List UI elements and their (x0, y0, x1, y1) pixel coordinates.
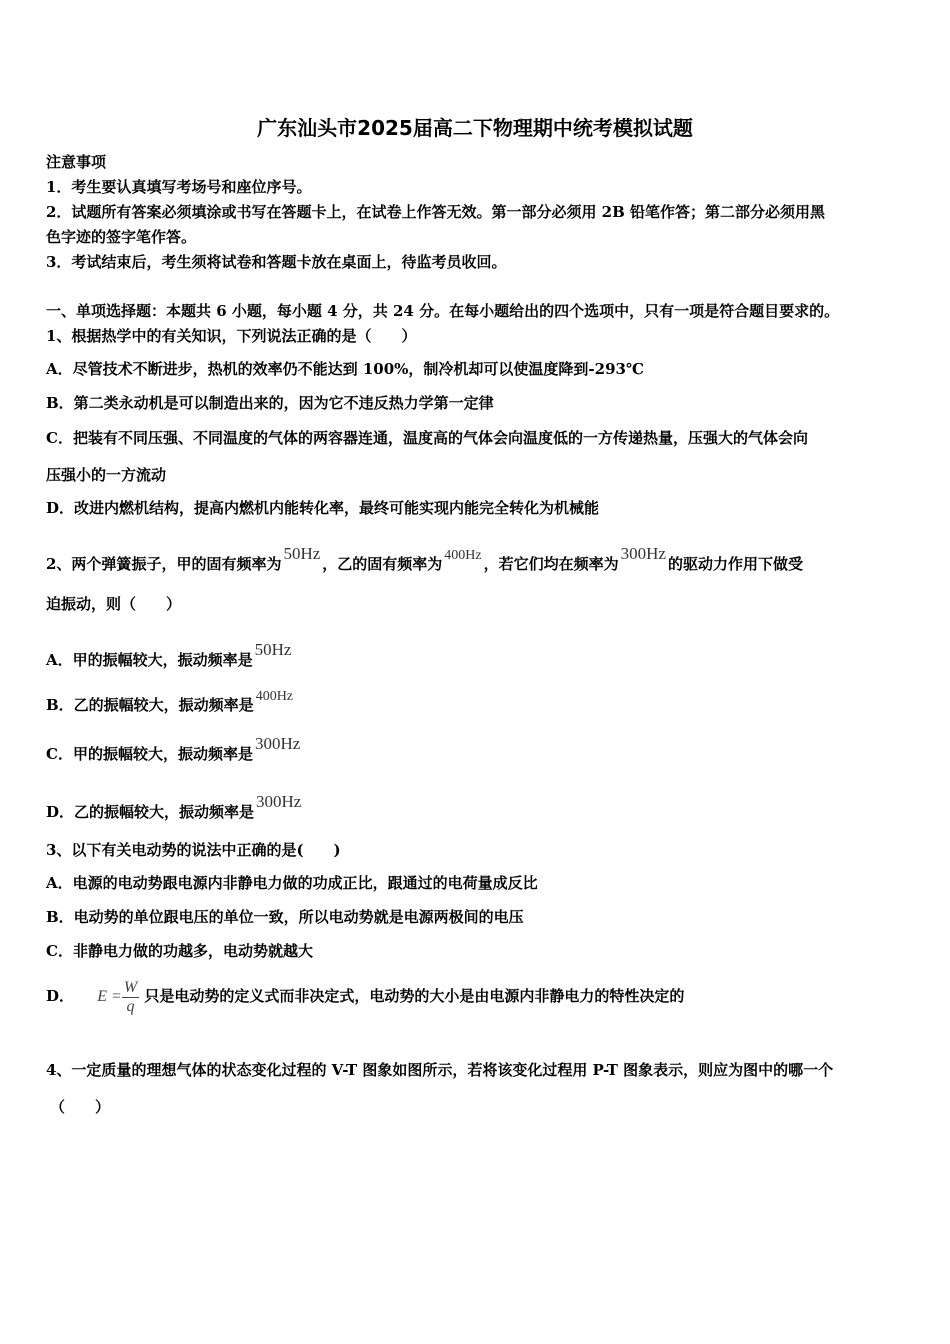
q2-stem-text: 2、两个弹簧振子，甲的固有频率为 (46, 555, 282, 573)
q2-option-b-text: B．乙的振幅较大，振动频率是 (46, 696, 254, 714)
q2-option-d-freq: 300Hz (256, 792, 302, 811)
q2-stem-text: ，若它们均在频率为 (483, 555, 619, 573)
notice-item: 1．考生要认真填写考场号和座位序号。 (46, 178, 312, 196)
q2-stem-cont: 迫振动，则（ ） (46, 595, 182, 613)
q1-option-a: A．尽管技术不断进步，热机的效率仍不能达到 100%，制冷机却可以使温度降到-293℃ (46, 360, 644, 378)
q2-stem-text: ，乙的固有频率为 (322, 555, 443, 573)
q2-stem-text: 的驱动力作用下做受 (667, 555, 803, 573)
section-heading: 一、单项选择题：本题共 6 小题，每小题 4 分，共 24 分。在每小题给出的四个选项中，只有一项是符合题目要求的。 (46, 302, 840, 320)
q2-freq-2: 400Hz (444, 548, 482, 563)
q2-option-d (46, 792, 303, 822)
q1-stem: 1、根据热学中的有关知识，下列说法正确的是（ ） (46, 327, 417, 345)
q1-option-b: B．第二类永动机是可以制造出来的，因为它不违反热力学第一定律 (46, 394, 494, 412)
q2-freq-3: 300Hz (620, 544, 666, 563)
q2-option-d-text: D．乙的振幅较大，振动频率是 (46, 803, 255, 821)
formula-lhs: E = (97, 988, 122, 1005)
formula-denominator: q (126, 997, 135, 1015)
q3-option-d (46, 976, 684, 1017)
notice-item: 色字迹的签字笔作答。 (46, 228, 197, 246)
formula-fraction (122, 979, 139, 1016)
q2-option-a-freq: 50Hz (254, 640, 292, 659)
q3-option-d-label: D． (46, 987, 75, 1005)
q2-option-b (46, 687, 295, 715)
q2-option-a-text: A．甲的振幅较大，振动频率是 (46, 651, 253, 669)
q2-stem (46, 544, 803, 574)
q2-option-c-freq: 300Hz (254, 734, 301, 753)
q1-option-c: C．把装有不同压强、不同温度的气体的两容器连通，温度高的气体会向温度低的一方传递热量，压强大的气体会向 (46, 429, 808, 447)
q4-answer-paren: （ ） (50, 1098, 111, 1116)
formula-numerator: W (123, 978, 138, 996)
page-title: 广东汕头市2025届高二下物理期中统考模拟试题 (257, 116, 693, 140)
q3-stem: 3、以下有关电动势的说法中正确的是( ) (46, 841, 341, 859)
notice-heading: 注意事项 (46, 153, 107, 171)
q4-stem: 4、一定质量的理想气体的状态变化过程的 V-T 图象如图所示，若将该变化过程用 P-T 图象表示，则应为图中的哪一个 (46, 1061, 834, 1079)
q3-option-a: A．电源的电动势跟电源内非静电力做的功成正比，跟通过的电荷量成反比 (46, 874, 538, 892)
q2-option-c-text: C．甲的振幅较大，振动频率是 (46, 745, 253, 763)
q2-option-b-freq: 400Hz (255, 689, 294, 704)
notice-item: 2．试题所有答案必须填涂或书写在答题卡上，在试卷上作答无效。第一部分必须用 2B 铅笔作答；第二部分必须用黑 (46, 203, 826, 221)
notice-item: 3．考试结束后，考生须将试卷和答题卡放在桌面上，待监考员收回。 (46, 253, 507, 271)
q3-option-b: B．电动势的单位跟电压的单位一致，所以电动势就是电源两极间的电压 (46, 908, 524, 926)
q2-option-a (46, 640, 293, 670)
q2-option-c (46, 734, 302, 764)
q3-option-d-text: 只是电动势的定义式而非决定式，电动势的大小是由电源内非静电力的特性决定的 (144, 987, 685, 1005)
q1-option-d: D．改进内燃机结构，提高内燃机内能转化率，最终可能实现内能完全转化为机械能 (46, 499, 600, 517)
q3-option-c: C．非静电力做的功越多，电动势就越大 (46, 942, 313, 960)
q2-freq-1: 50Hz (283, 544, 321, 563)
q1-option-c-cont: 压强小的一方流动 (46, 466, 167, 484)
